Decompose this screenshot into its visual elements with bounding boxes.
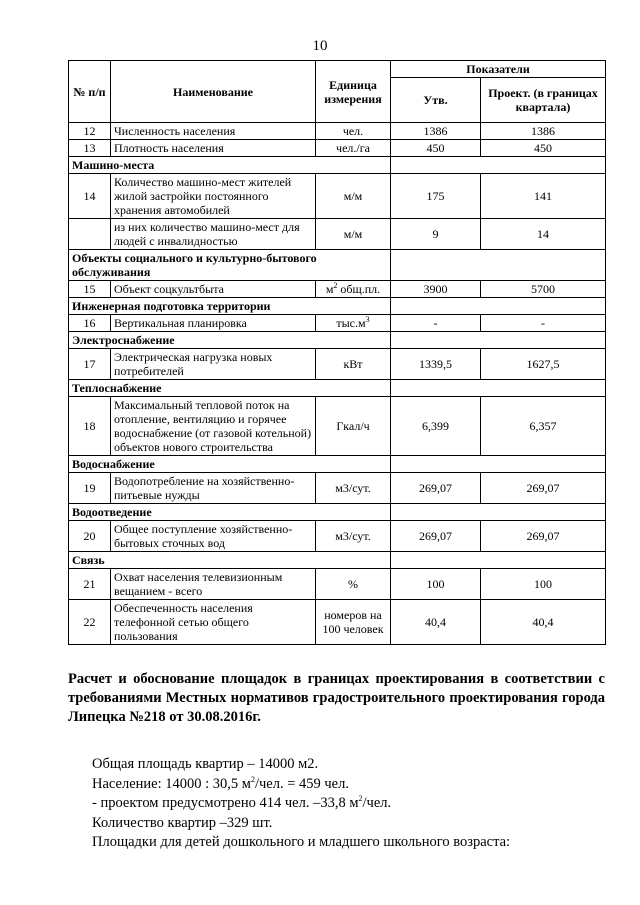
row-num: 21 bbox=[69, 569, 111, 600]
row-project: 1386 bbox=[481, 123, 606, 140]
row-project: - bbox=[481, 315, 606, 332]
row-name: Вертикальная планировка bbox=[111, 315, 316, 332]
row-unit: м3/сут. bbox=[316, 473, 391, 504]
paragraph bbox=[92, 814, 602, 834]
paragraph-text: Население: 14000 : 30,5 м bbox=[92, 775, 251, 792]
section-heading: Расчет и обоснование площадок в границах проектирования в соответствии с требованиями Местных нормативов градостроительного проектирования города Липецка №218 от 30.08.2016г. bbox=[68, 671, 605, 725]
header-approved: Утв. bbox=[391, 78, 481, 123]
calculation-paragraphs bbox=[92, 755, 602, 853]
section-empty-cell bbox=[391, 250, 606, 281]
section-title: Инженерная подготовка территории bbox=[69, 298, 391, 315]
section-title: Связь bbox=[69, 552, 391, 569]
row-approved: 6,399 bbox=[391, 397, 481, 456]
row-unit: м/м bbox=[316, 174, 391, 219]
row-unit bbox=[316, 281, 391, 298]
section-title: Объекты социального и культурно-бытового обслуживания bbox=[69, 250, 391, 281]
paragraph-text: Количество квартир –329 шт. bbox=[92, 814, 273, 831]
row-approved: 269,07 bbox=[391, 521, 481, 552]
row-unit: % bbox=[316, 569, 391, 600]
row-approved: 1339,5 bbox=[391, 349, 481, 380]
row-name: Объект соцкультбыта bbox=[111, 281, 316, 298]
paragraph bbox=[92, 833, 602, 853]
row-name: Охват населения телевизионным вещанием - всего bbox=[111, 569, 316, 600]
table-row bbox=[69, 219, 606, 250]
section-row bbox=[69, 332, 606, 349]
paragraph bbox=[92, 755, 602, 775]
section-title: Электроснабжение bbox=[69, 332, 391, 349]
section-empty-cell bbox=[391, 298, 606, 315]
row-approved: 450 bbox=[391, 140, 481, 157]
section-row bbox=[69, 157, 606, 174]
section-title: Водоотведение bbox=[69, 504, 391, 521]
paragraph-text: Общая площадь квартир – 14000 м2. bbox=[92, 756, 319, 772]
paragraph-superscript: 2 bbox=[358, 794, 363, 804]
row-num: 13 bbox=[69, 140, 111, 157]
row-name: из них количество машино-мест для людей с инвалидностью bbox=[111, 219, 316, 250]
page-number: 10 bbox=[312, 38, 328, 54]
row-approved: - bbox=[391, 315, 481, 332]
paragraph-text: - проектом предусмотрено 414 чел. –33,8 м bbox=[92, 795, 359, 811]
row-project: 100 bbox=[481, 569, 606, 600]
table-row bbox=[69, 521, 606, 552]
row-num: 20 bbox=[69, 521, 111, 552]
row-num: 18 bbox=[69, 397, 111, 456]
section-title: Машино-места bbox=[69, 157, 391, 174]
table-row bbox=[69, 174, 606, 219]
row-name: Максимальный тепловой поток на отопление, вентиляцию и горячее водоснабжение (от газовой котельной) объектов нового строительства bbox=[111, 397, 316, 456]
row-approved: 1386 bbox=[391, 123, 481, 140]
row-project: 269,07 bbox=[481, 473, 606, 504]
section-empty-cell bbox=[391, 456, 606, 473]
section-row bbox=[69, 380, 606, 397]
table-row bbox=[69, 600, 606, 645]
table-row bbox=[69, 349, 606, 380]
row-project: 14 bbox=[481, 219, 606, 250]
header-name: Наименование bbox=[111, 61, 316, 123]
section-row bbox=[69, 250, 606, 281]
row-approved: 3900 bbox=[391, 281, 481, 298]
section-row bbox=[69, 504, 606, 521]
row-num: 19 bbox=[69, 473, 111, 504]
table-row bbox=[69, 315, 606, 332]
row-name: Водопотребление на хозяйственно-питьевые нужды bbox=[111, 473, 316, 504]
section-title: Теплоснабжение bbox=[69, 380, 391, 397]
paragraph-text: Площадки для детей дошкольного и младшего школьного возраста: bbox=[92, 834, 511, 850]
section-empty-cell bbox=[391, 157, 606, 174]
row-approved: 40,4 bbox=[391, 600, 481, 645]
row-num bbox=[69, 219, 111, 250]
row-num: 17 bbox=[69, 349, 111, 380]
row-num: 14 bbox=[69, 174, 111, 219]
table-row bbox=[69, 397, 606, 456]
unit-text: м bbox=[325, 282, 334, 296]
section-empty-cell bbox=[391, 332, 606, 349]
row-project: 5700 bbox=[481, 281, 606, 298]
row-num: 22 bbox=[69, 600, 111, 645]
row-name: Электрическая нагрузка новых потребителей bbox=[111, 349, 316, 380]
table-row bbox=[69, 123, 606, 140]
unit-superscript: 3 bbox=[365, 315, 370, 324]
row-unit bbox=[316, 315, 391, 332]
row-unit: м3/сут. bbox=[316, 521, 391, 552]
header-project: Проект. (в границах квартала) bbox=[481, 78, 606, 123]
row-project: 40,4 bbox=[481, 600, 606, 645]
table-row bbox=[69, 473, 606, 504]
header-indicators: Показатели bbox=[391, 61, 606, 78]
row-unit: номеров на 100 человек bbox=[316, 600, 391, 645]
table-row bbox=[69, 281, 606, 298]
section-empty-cell bbox=[391, 504, 606, 521]
paragraph bbox=[92, 794, 602, 814]
unit-superscript: 2 bbox=[333, 281, 338, 290]
row-approved: 269,07 bbox=[391, 473, 481, 504]
row-project: 141 bbox=[481, 174, 606, 219]
paragraph bbox=[92, 775, 602, 795]
row-unit: чел./га bbox=[316, 140, 391, 157]
paragraph-text-suffix: /чел. = 459 чел. bbox=[254, 775, 349, 792]
row-name: Плотность населения bbox=[111, 140, 316, 157]
indicators-table bbox=[68, 60, 606, 645]
header-num: № п/п bbox=[69, 61, 111, 123]
row-project: 269,07 bbox=[481, 521, 606, 552]
row-name: Общее поступление хозяйственно-бытовых сточных вод bbox=[111, 521, 316, 552]
section-title: Водоснабжение bbox=[69, 456, 391, 473]
row-project: 1627,5 bbox=[481, 349, 606, 380]
unit-text-suffix: общ.пл. bbox=[337, 282, 381, 296]
paragraph-superscript: 2 bbox=[250, 774, 255, 784]
row-num: 12 bbox=[69, 123, 111, 140]
row-approved: 9 bbox=[391, 219, 481, 250]
section-row bbox=[69, 456, 606, 473]
row-name: Количество машино-мест жителей жилой застройки постоянного хранения автомобилей bbox=[111, 174, 316, 219]
row-project: 450 bbox=[481, 140, 606, 157]
row-name: Численность населения bbox=[111, 123, 316, 140]
row-unit: Гкал/ч bbox=[316, 397, 391, 456]
row-num: 15 bbox=[69, 281, 111, 298]
row-unit: м/м bbox=[316, 219, 391, 250]
paragraph-text-suffix: /чел. bbox=[362, 795, 392, 811]
header-unit: Единица измерения bbox=[316, 61, 391, 123]
section-empty-cell bbox=[391, 552, 606, 569]
section-row bbox=[69, 298, 606, 315]
row-approved: 175 bbox=[391, 174, 481, 219]
table-row bbox=[69, 140, 606, 157]
table-row bbox=[69, 569, 606, 600]
table-body bbox=[69, 123, 606, 645]
section-empty-cell bbox=[391, 380, 606, 397]
row-unit: кВт bbox=[316, 349, 391, 380]
row-unit: чел. bbox=[316, 123, 391, 140]
row-num: 16 bbox=[69, 315, 111, 332]
row-project: 6,357 bbox=[481, 397, 606, 456]
row-approved: 100 bbox=[391, 569, 481, 600]
row-name: Обеспеченность населения телефонной сетью общего пользования bbox=[111, 600, 316, 645]
section-row bbox=[69, 552, 606, 569]
unit-text: тыс.м bbox=[336, 316, 366, 330]
